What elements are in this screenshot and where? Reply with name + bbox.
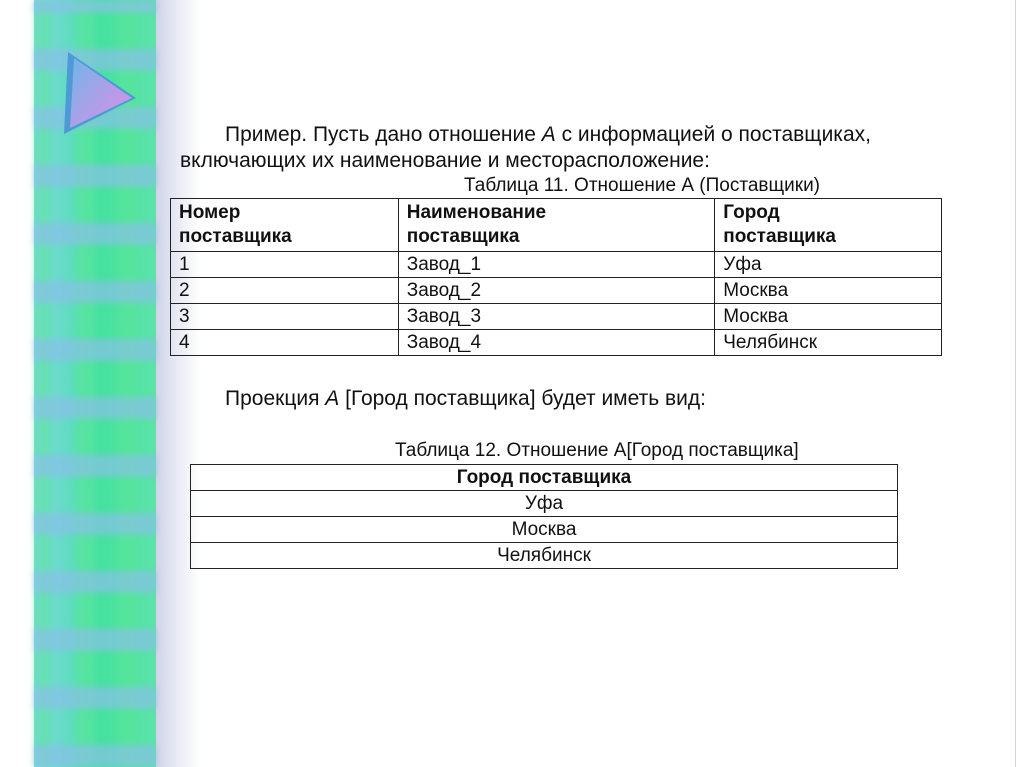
column-header-name: Наименование поставщика xyxy=(398,199,715,252)
table-cell: Уфа xyxy=(191,491,898,517)
table-row xyxy=(171,278,942,304)
intro-line-2: включающих их наименование и месторасположение: xyxy=(180,149,710,172)
intro-line-1: Пример. Пусть дано отношение А с информацией о поставщиках, xyxy=(225,123,871,146)
table-row xyxy=(171,304,942,330)
column-header-city: Город поставщика xyxy=(191,465,898,491)
table-row xyxy=(191,543,898,569)
table-cell: Завод_2 xyxy=(398,278,715,304)
table-header-row xyxy=(171,199,942,252)
table-row xyxy=(191,517,898,543)
table-header-row xyxy=(191,465,898,491)
projection-text: Проекция А [Город поставщика] будет иметь вид: xyxy=(225,387,706,410)
table12-caption: Таблица 12. Отношение А[Город поставщика] xyxy=(395,440,799,461)
table-row xyxy=(191,491,898,517)
table-cell: Завод_4 xyxy=(398,330,715,356)
table-row xyxy=(171,252,942,278)
table-cell: Челябинск xyxy=(191,543,898,569)
table-cell: 2 xyxy=(171,278,399,304)
table-cell: Москва xyxy=(191,517,898,543)
table-cell: Завод_3 xyxy=(398,304,715,330)
triangle-logo-icon xyxy=(62,50,140,138)
column-header-city: Город поставщика xyxy=(715,199,942,252)
projection-table xyxy=(190,464,898,569)
table-cell: Завод_1 xyxy=(398,252,715,278)
table-cell: 1 xyxy=(171,252,399,278)
table-cell: Москва xyxy=(715,278,942,304)
table-cell: Москва xyxy=(715,304,942,330)
table-cell: Челябинск xyxy=(715,330,942,356)
suppliers-table xyxy=(170,198,942,356)
table-cell: 3 xyxy=(171,304,399,330)
table-cell: 4 xyxy=(171,330,399,356)
table-row xyxy=(171,330,942,356)
table-cell: Уфа xyxy=(715,252,942,278)
table11-caption: Таблица 11. Отношение А (Поставщики) xyxy=(464,175,821,196)
column-header-number: Номер поставщика xyxy=(171,199,399,252)
